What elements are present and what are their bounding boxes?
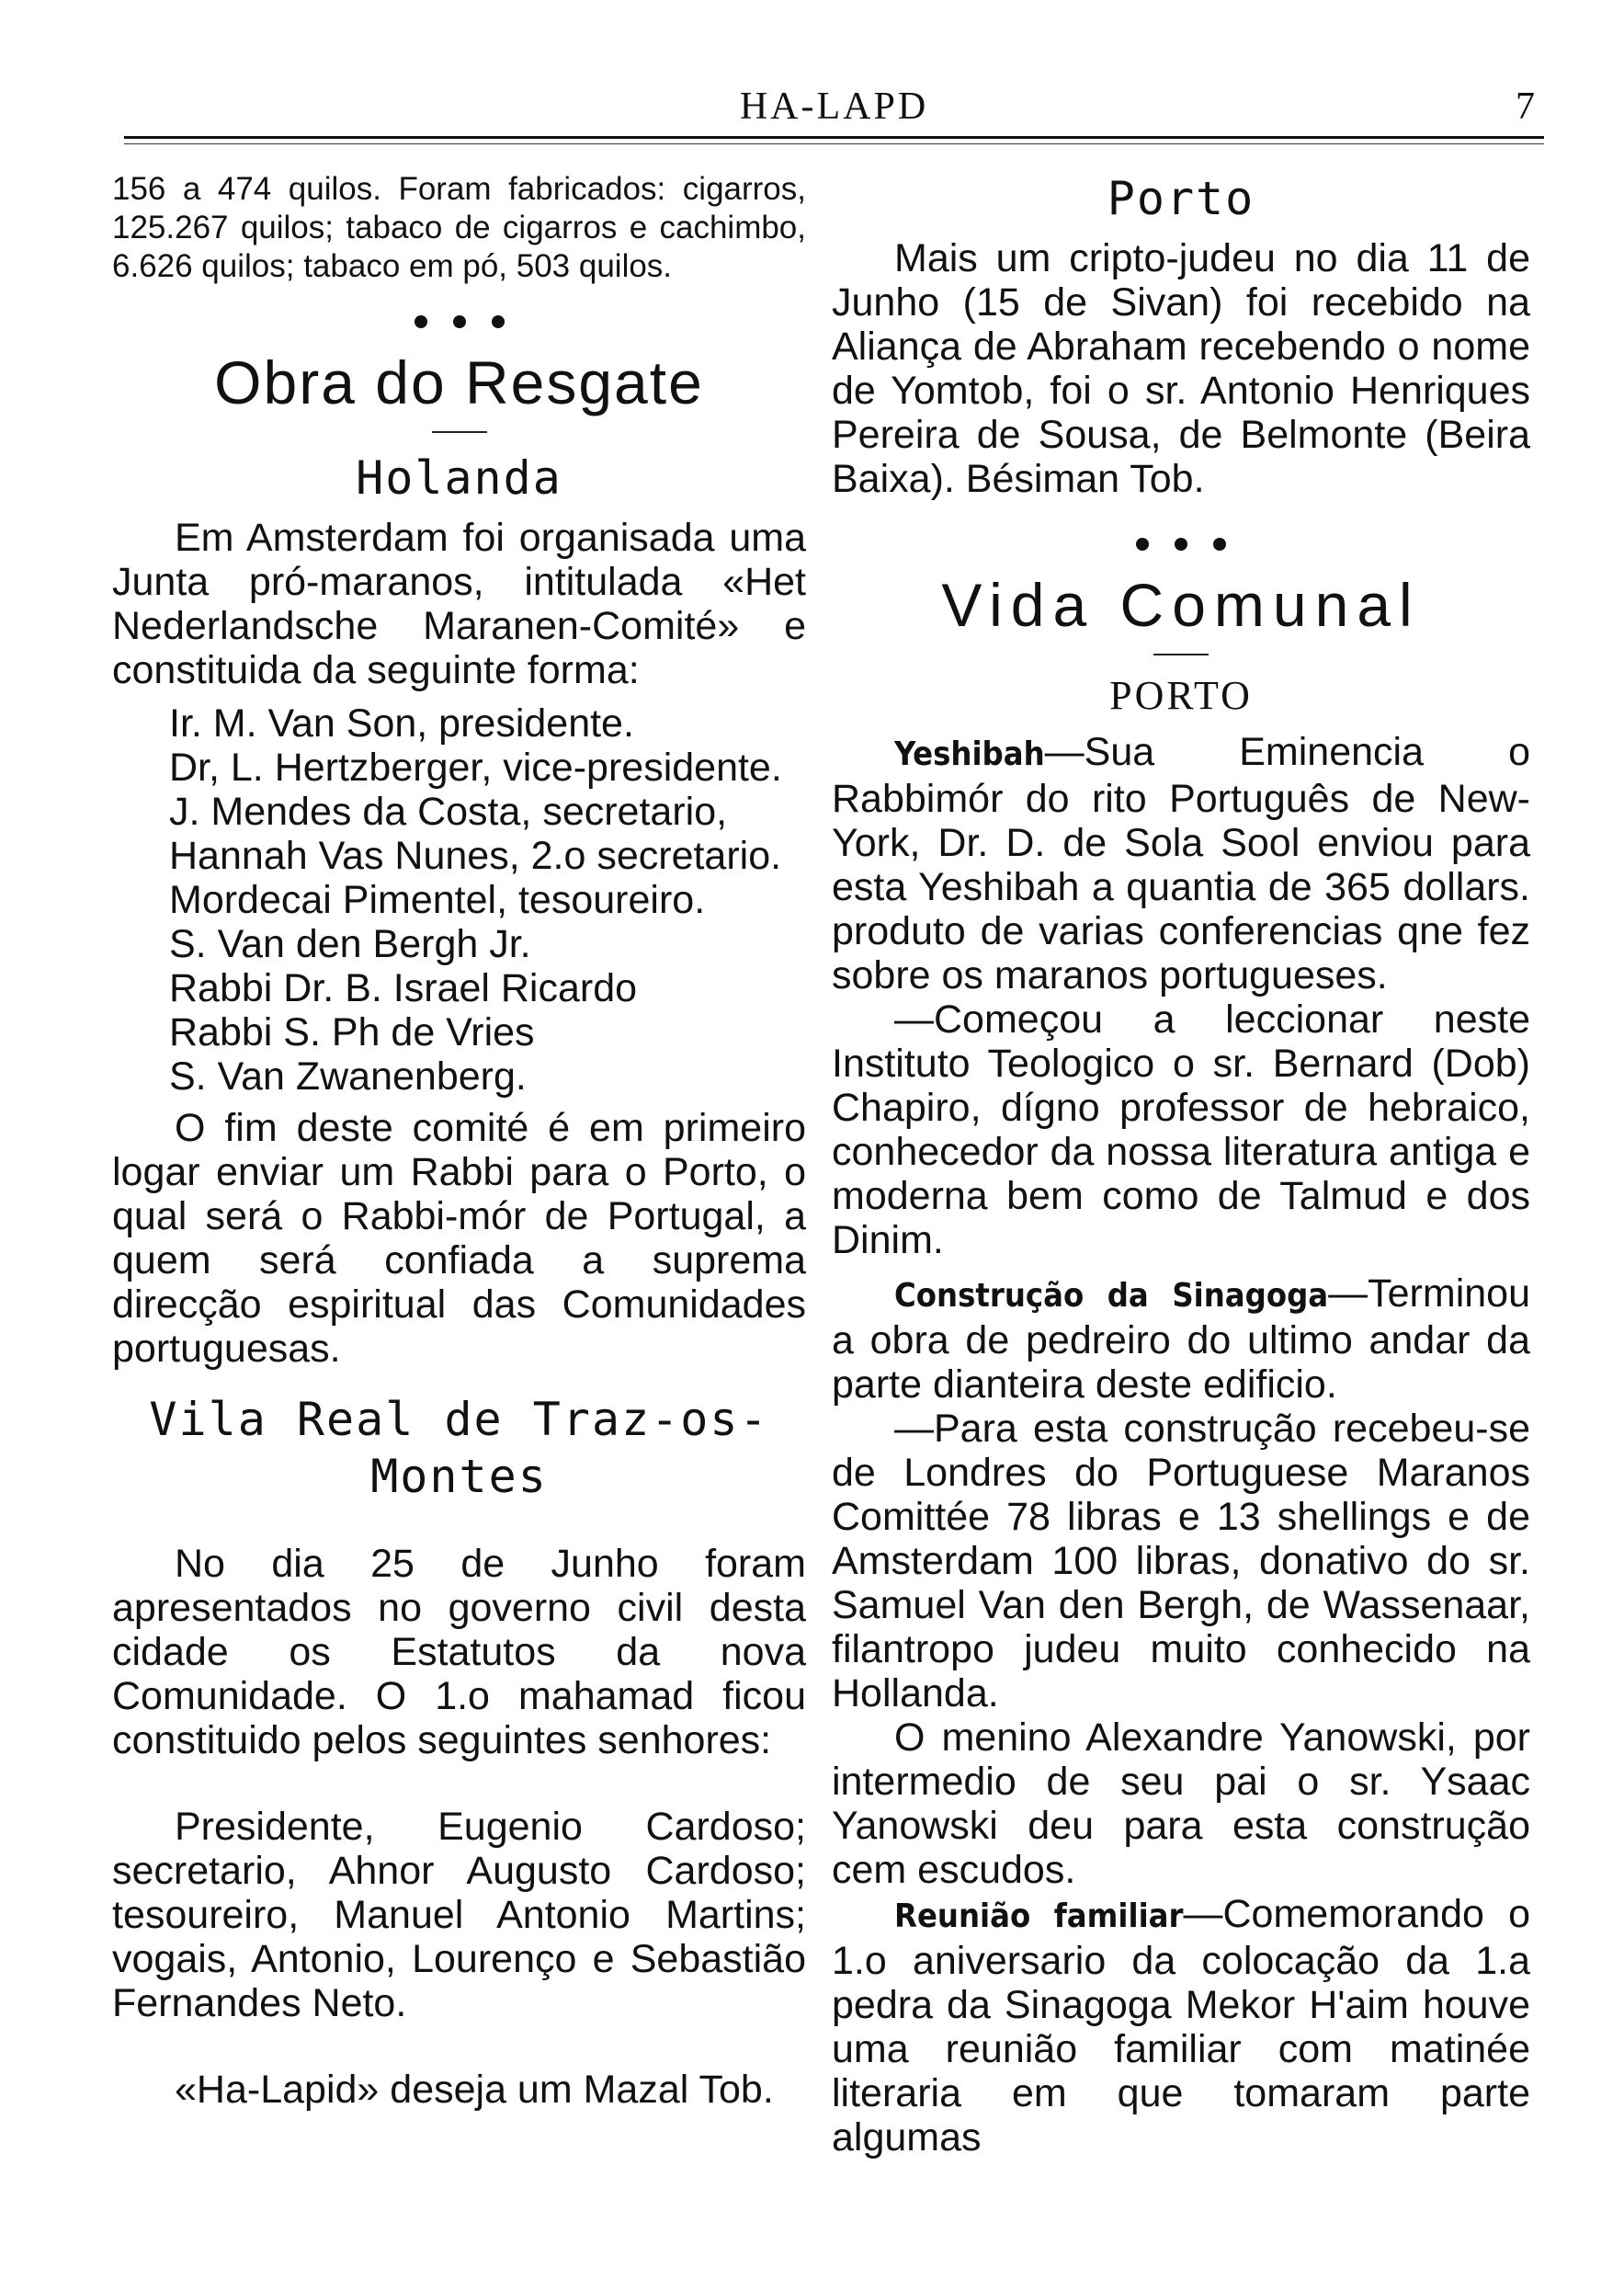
porto-paragraph: Mais um cripto-judeu no dia 11 de Junho (15 de Sivan) foi recebido na Aliança de Abraham recebendo o nome de Yomtob, foi o sr. Antonio Henriques Pereira de Sousa, de Belmonte (Beira Baixa). Bésiman Tob.: [832, 236, 1530, 501]
yanowski-paragraph: O menino Alexandre Yanowski, por intermedio de seu pai o sr. Ysaac Yanowski deu para esta construção cem escudos.: [832, 1715, 1530, 1892]
dot-ornament: [1136, 538, 1149, 551]
mahamad-names-paragraph: Presidente, Eugenio Cardoso; secretario, Ahnor Augusto Cardoso; tesoureiro, Manuel Antonio Martins; vogais, Antonio, Lourenço e Sebastião Fernandes Neto.: [112, 1805, 806, 2025]
dot-ornament: [492, 315, 505, 328]
closing-line: «Ha-Lapid» deseja um Mazal Tob.: [175, 2068, 774, 2112]
reuniao-paragraph: [832, 1892, 1530, 2159]
section-title-vida-comunal: Vida Comunal: [941, 571, 1421, 639]
committee-member: J. Mendes da Costa, secretario,: [169, 790, 728, 834]
subhead-porto-caps: PORTO: [1109, 673, 1253, 718]
subhead-holanda: Holanda: [356, 451, 562, 505]
short-divider: [1153, 654, 1209, 655]
section-divider-dots: [832, 525, 1530, 560]
committee-member: Dr, L. Hertzberger, vice-presidente.: [169, 746, 782, 790]
right-column: [832, 170, 1530, 2159]
construcao-lead: Construção da Sinagoga: [894, 1277, 1329, 1315]
committee-member: Mordecai Pimentel, tesoureiro.: [169, 878, 706, 922]
reuniao-lead: Reunião familiar: [894, 1897, 1184, 1935]
dot-ornament: [1213, 538, 1226, 551]
committee-member: Ir. M. Van Son, presidente.: [169, 701, 634, 746]
comite-purpose-paragraph: O fim deste comité é em primeiro logar enviar um Rabbi para o Porto, o qual será o Rabbi-mór de Portugal, a quem será confiada a suprema direcção espiritual das Comunidades portuguesas.: [112, 1106, 806, 1371]
dot-ornament: [415, 315, 427, 328]
yeshibah-text: —Sua Eminencia o Rabbimór do rito Português de New-York, Dr. D. de Sola Sool enviou para esta Yeshibah a quantia de 365 dollars. produto de varias conferencias qne fez sobre os maranos portugueses.: [832, 730, 1530, 997]
header-rule: [124, 136, 1544, 139]
short-divider: [432, 431, 487, 433]
construcao-paragraph: [832, 1271, 1530, 1407]
yeshibah-lead: Yeshibah: [894, 735, 1045, 773]
committee-member: S. Van Zwanenberg.: [169, 1054, 527, 1099]
section-title-obra: Obra do Resgate: [214, 348, 704, 416]
construcao-text: —Terminou a obra de pedreiro do ultimo andar da parte dianteira deste edificio.: [832, 1271, 1530, 1407]
intro-paragraph: 156 a 474 quilos. Foram fabricados: cigarros, 125.267 quilos; tabaco de cigarros e cachimbo, 6.626 quilos; tabaco em pó, 503 quilos.: [112, 171, 806, 284]
running-title: HA-LAPD: [739, 85, 929, 128]
committee-member: Hannah Vas Nunes, 2.o secretario.: [169, 834, 782, 878]
page-header: [124, 85, 1544, 149]
vila-real-paragraph: No dia 25 de Junho foram apresentados no governo civil desta cidade os Estatutos da nova Comunidade. O 1.o mahamad ficou constituido pelos seguintes senhores:: [112, 1542, 806, 1762]
left-column: [112, 170, 806, 2112]
dot-ornament: [1175, 538, 1187, 551]
chapiro-paragraph: —Começou a leccionar neste Instituto Teologico o sr. Bernard (Dob) Chapiro, dígno professor de hebraico, conhecedor da nossa literatura antiga e moderna bem como de Talmud e dos Dinim.: [832, 997, 1530, 1262]
committee-list: [169, 701, 806, 1099]
committee-member: Rabbi S. Ph de Vries: [169, 1010, 535, 1054]
committee-member: S. Van den Bergh Jr.: [169, 922, 531, 966]
dot-ornament: [453, 315, 466, 328]
subhead-porto: Porto: [1107, 172, 1255, 225]
subhead-vila-real: Vila Real de Traz-os-Montes: [149, 1393, 769, 1503]
section-divider-dots: [112, 302, 806, 337]
header-rule-thin: [124, 143, 1544, 144]
donations-paragraph: —Para esta construção recebeu-se de Londres do Portuguese Maranos Comittée 78 libras e 13 shellings e de Amsterdam 100 libras, donativo do sr. Samuel Van den Bergh, de Wassenaar, filantropo judeu muito conhecido na Hollanda.: [832, 1407, 1530, 1715]
yeshibah-paragraph: [832, 730, 1530, 997]
committee-member: Rabbi Dr. B. Israel Ricardo: [169, 966, 638, 1010]
page-number: 7: [1516, 85, 1535, 128]
reuniao-text: —Comemorando o 1.o aniversario da colocação da 1.a pedra da Sinagoga Mekor H'aim houve uma reunião familiar com matinée literaria em que tomaram parte algumas: [832, 1892, 1530, 2159]
holanda-paragraph: Em Amsterdam foi organisada uma Junta pró-maranos, intitulada «Het Nederlandsche Maranen-Comité» e constituida da seguinte forma:: [112, 516, 806, 692]
